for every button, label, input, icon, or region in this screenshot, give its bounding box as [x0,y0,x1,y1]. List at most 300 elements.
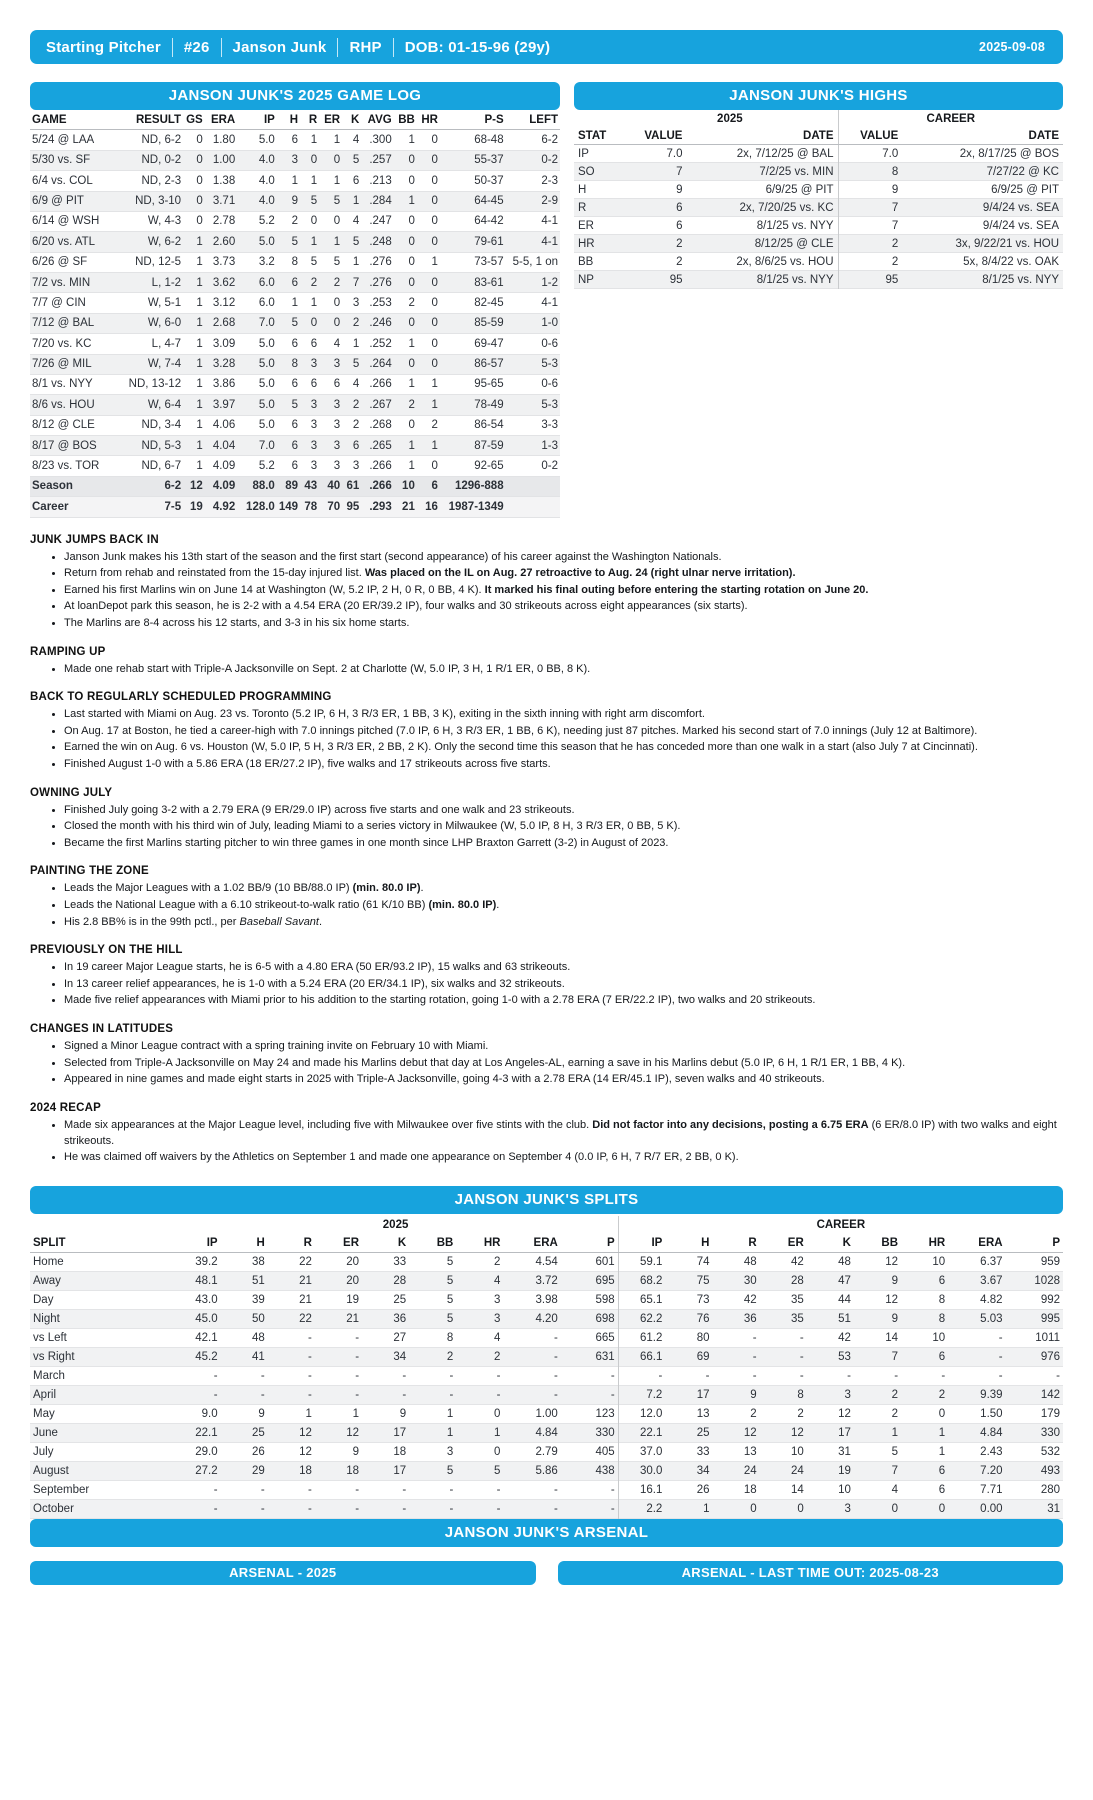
highs-col-2: DATE [686,127,838,145]
table-cell: 33 [696,1445,710,1458]
table-cell: 4.09 [212,459,236,472]
table-cell: 61 [346,480,360,493]
table-cell: 43 [304,480,318,493]
table-cell: - [260,1369,265,1382]
table-cell: - [355,1350,360,1363]
table-cell: - [998,1369,1003,1382]
table-row [30,476,560,496]
table-cell: 0 [408,215,415,228]
table-cell: 5x, 8/4/22 vs. OAK [963,255,1059,268]
table-cell: 1 [291,174,299,187]
table-cell: W, 7-4 [147,358,182,370]
table-cell: 6-2 [541,133,558,146]
table-cell: - [618,1366,665,1385]
table-cell: 6 [291,378,299,391]
top-tables-row [30,82,1063,518]
table-cell: 12 [790,1426,804,1439]
table-row [30,395,560,415]
table-cell: 45.0 [195,1312,218,1325]
table-cell: .253 [369,296,392,309]
table-cell: - [260,1483,265,1496]
table-cell: H [578,183,587,196]
table-cell: .248 [369,235,392,248]
splits-col-6: BB [409,1234,456,1253]
table-cell: .276 [369,276,392,289]
note-bullet: • The Marlins are 8-4 across his 12 starts, and 3-3 in his six home starts. [64,616,1063,632]
table-cell: 7-5 [164,500,182,513]
table-cell: 3 [352,459,360,472]
splits-body [30,1252,1063,1518]
table-row [30,354,560,374]
table-cell: 9 [891,1274,899,1287]
table-cell: 1-0 [541,317,558,330]
table-cell: 330 [595,1426,615,1439]
table-cell: 0 [408,256,415,269]
table-row [30,1461,1063,1480]
table-cell: 30 [743,1274,757,1287]
table-cell: 1296-888 [455,480,504,493]
table-cell: 28 [393,1274,407,1287]
table-cell: 0.00 [980,1502,1003,1515]
note-list [30,1039,1063,1088]
table-cell: 7 [352,276,360,289]
table-cell: 85-59 [474,317,504,330]
table-cell: .266 [369,480,392,493]
table-cell: Career [32,500,69,513]
splits-col-16: HR [901,1234,948,1253]
table-cell: 5 [310,195,318,207]
table-cell: 4.0 [258,154,275,167]
table-cell: - [355,1483,360,1496]
table-cell: March [33,1369,65,1382]
table-cell: 4.84 [980,1426,1003,1439]
splits-panel [30,1186,1063,1519]
note-bullet: • In 19 career Major League starts, he is 6-5 with a 4.80 ERA (50 ER/93.2 IP), 15 walks and 63 strikeouts. [64,960,1063,976]
table-cell: 12 [885,1293,899,1306]
table-cell: 61.2 [618,1328,665,1347]
table-cell: 6 [938,1274,946,1287]
table-cell: W, 6-0 [147,317,182,330]
table-cell: - [553,1483,558,1496]
table-cell: ER [578,219,594,232]
table-cell [506,476,560,496]
table-cell: 6 [938,1350,946,1363]
table-cell: 1 [196,296,203,309]
splits-title: JANSON JUNK'S SPLITS [30,1186,1063,1214]
table-cell: 19 [189,500,203,513]
table-cell: 22.1 [195,1426,218,1439]
table-cell: - [1056,1369,1060,1382]
table-cell: 7.0 [838,145,902,163]
table-cell: ND, 5-3 [141,439,182,452]
table-cell: 4 [891,1483,899,1496]
table-cell: .276 [369,256,392,269]
table-cell: .293 [369,500,392,513]
table-cell: 532 [1040,1445,1060,1458]
note-bullet: • At loanDepot park this season, he is 2-2 with a 4.54 ERA (20 ER/39.2 IP), four walks and 30 strikeouts across eight appearances (six starts). [64,599,1063,615]
table-cell: 3 [310,419,318,432]
table-cell: 43.0 [195,1293,218,1306]
table-cell: 5.0 [258,378,275,391]
table-cell: 28 [790,1274,804,1287]
table-cell: 3 [844,1388,851,1401]
table-row [574,163,1063,181]
splits-col-8: ERA [503,1234,560,1253]
table-cell: 21 [346,1312,360,1325]
table-cell: - [610,1502,615,1515]
table-row [30,1328,1063,1347]
table-cell: 7.2 [618,1385,665,1404]
table-cell: 55-37 [474,154,504,167]
table-cell: 4.92 [212,500,236,513]
splits-header-row [30,1234,1063,1253]
note-list [30,803,1063,852]
table-cell: .284 [369,195,392,207]
table-cell: 5-5, 1 on [512,256,558,269]
note-bullet: • Earned the win on Aug. 6 vs. Houston (W, 5.0 IP, 5 H, 3 R/3 ER, 2 BB, 2 K). Only the second time this season that he has conceded more than one walk in a start (also July 7 at Cincinnati). [64,740,1063,756]
game-log-col-hr: HR [417,110,440,130]
table-cell: 3 [333,459,341,472]
table-cell: 17 [838,1426,851,1439]
table-cell: May [33,1407,55,1420]
table-cell: 1 [431,378,438,391]
table-cell: 39.2 [195,1255,218,1268]
arsenal-panel [30,1519,1063,1585]
table-cell: vs Left [33,1331,67,1344]
splits-group-spacer [30,1216,173,1234]
table-cell: 2 [676,237,683,250]
highs-col-1: VALUE [622,127,686,145]
table-cell: Day [33,1293,54,1306]
table-cell: 1 [196,317,203,330]
table-cell: 0 [196,174,203,187]
note-bullet: • On Aug. 17 at Boston, he tied a career-high with 7.0 innings pitched (7.0 IP, 6 H, 3 R/3 ER, 1 BB, 6 K), needing just 87 pitches. Marked his second start of 7.0 innings (July 12 at Baltimore). [64,724,1063,740]
note-list [30,707,1063,772]
table-cell: 2 [431,419,438,432]
table-cell: 9 [891,1312,899,1325]
table-cell: 1 [408,459,415,472]
splits-col-17: ERA [948,1234,1005,1253]
table-cell: - [402,1502,407,1515]
splits-group-2025: 2025 [382,1218,409,1231]
table-cell: 4 [352,133,360,146]
table-cell: 18 [299,1464,312,1477]
table-cell: 3 [310,358,318,370]
table-cell: - [496,1483,501,1496]
table-cell: 598 [595,1293,615,1306]
table-cell: 87-59 [474,439,504,452]
table-cell: 2-9 [541,195,558,207]
table-cell: 12 [299,1445,312,1458]
table-cell: 6/26 @ SF [32,256,88,269]
highs-table [574,110,1063,289]
table-cell: 8/12 @ CLE [32,419,95,432]
note-bullet: • Return from rehab and reinstated from the 15-day injured list. Was placed on the IL on Aug. 27 retroactive to Aug. 24 (right ulnar nerve irritation). [64,566,1063,582]
table-cell: 18 [393,1445,407,1458]
table-row [574,217,1063,235]
table-cell: .247 [369,215,392,228]
table-cell: 9 [676,183,683,196]
table-cell: 27.2 [195,1464,218,1477]
table-cell: 3.86 [212,378,236,391]
table-cell: 6 [291,439,299,452]
table-cell: 0 [310,154,318,167]
table-cell: 3 [310,439,318,452]
table-row [30,1423,1063,1442]
table-cell: 7/26 @ MIL [32,358,92,370]
table-cell: 5 [291,398,299,411]
table-cell: 0-6 [541,337,558,350]
table-cell: - [355,1388,360,1401]
table-cell: 3 [494,1312,501,1325]
table-cell: - [260,1388,265,1401]
player-role: Starting Pitcher [46,38,161,56]
table-cell: .264 [369,358,392,370]
game-log-col-game: GAME [30,110,123,130]
table-row [30,171,560,191]
table-cell: 6 [291,337,299,350]
table-cell: 0 [938,1502,946,1515]
table-cell: 69-47 [474,337,504,350]
table-cell: - [553,1502,558,1515]
table-cell: 1-3 [541,439,558,452]
table-cell: L, 1-2 [151,276,182,289]
table-cell: - [752,1331,757,1344]
table-cell: 2 [446,1350,454,1363]
table-cell: 1 [431,439,438,452]
table-cell: 6 [431,480,438,493]
table-cell: 8/1/25 vs. NYY [982,273,1059,286]
game-log-col-gs: GS [183,110,205,130]
table-cell: 3 [494,1293,501,1306]
note-bullet: • Selected from Triple-A Jacksonville on May 24 and made his Marlins debut that day at Los Angeles-AL, earning a save in his Marlins debut (5.0 IP, 6 H, 1 R/1 ER, 1 BB, 4 K). [64,1056,1063,1072]
table-cell: - [799,1350,804,1363]
table-cell: 0-6 [541,378,558,391]
splits-group-career: CAREER [618,1216,1063,1234]
table-cell: 1.38 [212,174,236,187]
table-cell: - [941,1369,946,1382]
table-cell: - [355,1369,360,1382]
table-cell: .265 [369,439,392,452]
table-cell: ND, 3-10 [135,195,182,207]
table-row [574,181,1063,199]
note-heading: 2024 RECAP [30,1101,102,1114]
table-cell: 44 [838,1293,851,1306]
game-log-col-p-s: P-S [440,110,506,130]
note-bullet: • Became the first Marlins starting pitcher to win three games in one month since LHP Braxton Garrett (3-2) in August of 2023. [64,836,1063,852]
table-cell: 8 [291,256,299,269]
game-log-col-left: LEFT [506,110,560,130]
table-row [30,273,560,293]
table-cell: 5-3 [541,398,558,411]
table-cell: 2x, 7/20/25 vs. KC [739,201,834,214]
table-row [574,235,1063,253]
note-bullet: • Appeared in nine games and made eight starts in 2025 with Triple-A Jacksonville, going 4-3 with a 2.78 ERA (14 ER/45.1 IP), seven walks and 40 strikeouts. [64,1072,1063,1088]
table-cell: 38 [251,1255,265,1268]
table-cell: 13 [696,1407,710,1420]
table-cell: 0 [333,317,341,330]
table-cell: - [308,1331,312,1344]
table-cell: 0 [196,154,203,167]
splits-col-12: R [712,1234,759,1253]
table-cell: 12 [838,1407,851,1420]
table-cell: 1 [408,337,415,350]
table-cell: 2.78 [212,215,236,228]
table-cell: 5 [446,1255,454,1268]
table-cell: 2 [352,317,360,330]
table-cell: 4.06 [212,419,236,432]
table-row [30,1252,1063,1271]
table-cell: 698 [595,1312,615,1325]
table-cell: 1 [446,1407,454,1420]
table-cell: - [308,1502,312,1515]
table-cell: 695 [595,1274,615,1287]
table-cell: 14 [790,1483,804,1496]
table-cell: 665 [595,1331,615,1344]
table-cell: 976 [1040,1350,1060,1363]
table-cell: - [449,1369,454,1382]
table-cell: SO [578,165,595,178]
table-cell: 1 [938,1445,946,1458]
table-row [30,1366,1063,1385]
table-cell: 959 [1040,1255,1060,1268]
player-header-bar [30,30,1063,64]
table-cell: 5.2 [258,215,275,228]
table-cell: 2x, 8/6/25 vs. HOU [736,255,834,268]
game-log-col-k: K [342,110,361,130]
table-cell: - [799,1369,804,1382]
table-cell: .252 [369,337,392,350]
table-cell: 6-2 [164,480,182,493]
table-cell: 5 [352,235,360,248]
table-cell: 86-54 [474,419,504,432]
table-cell: 4 [333,337,341,350]
table-cell: - [308,1388,312,1401]
splits-col-0: SPLIT [30,1234,173,1253]
table-cell: 75 [696,1274,710,1287]
table-cell: Season [32,480,73,493]
table-cell: 992 [1040,1293,1060,1306]
table-cell: 5 [446,1293,454,1306]
table-cell: 29 [251,1464,265,1477]
table-cell: 12.0 [618,1404,665,1423]
table-cell: - [402,1483,407,1496]
table-cell: 0 [891,1502,899,1515]
table-cell [506,497,560,517]
player-number: #26 [183,38,210,56]
table-cell: .246 [369,317,392,330]
highs-group-career: CAREER [838,110,1063,127]
table-cell: 2 [352,419,360,432]
table-cell: 7 [838,199,902,217]
table-cell: L, 4-7 [151,337,182,350]
table-cell: 2 [291,215,299,228]
table-cell: 0 [333,154,341,167]
table-cell: 48 [743,1255,757,1268]
splits-col-4: ER [315,1234,362,1253]
table-cell: 4.82 [980,1293,1003,1306]
table-cell: August [33,1464,69,1477]
highs-group-header-row [574,110,1063,127]
table-cell: 86-57 [474,358,504,370]
table-cell: 330 [1040,1426,1060,1439]
table-cell: 3x, 9/22/21 vs. HOU [955,237,1059,250]
table-cell: - [402,1369,407,1382]
table-cell: 8/1/25 vs. NYY [756,273,834,286]
table-cell: 59.1 [618,1252,665,1271]
table-cell: 3 [352,296,360,309]
table-cell: 19 [838,1464,851,1477]
game-log-col-ip: IP [237,110,277,130]
table-row [30,497,560,517]
table-row [30,1385,1063,1404]
table-cell: 1028 [1034,1274,1060,1287]
table-cell: 4.0 [258,174,275,187]
table-cell: 92-65 [474,459,504,472]
table-cell: 2 [310,276,318,289]
table-cell: - [355,1502,360,1515]
table-cell: 6 [352,174,360,187]
table-cell: 3.09 [212,337,236,350]
table-cell: 0 [408,358,415,370]
game-log-title: JANSON JUNK'S 2025 GAME LOG [30,82,560,110]
table-cell: 0 [431,459,438,472]
table-cell: 73-57 [474,256,504,269]
table-cell: 8/1 vs. NYY [32,378,93,391]
table-cell: Home [33,1255,64,1268]
table-cell: 7.0 [258,439,275,452]
table-cell: 128.0 [246,500,275,513]
table-cell: 0 [408,235,415,248]
table-cell: 1 [196,358,203,370]
table-cell: 2x, 7/12/25 @ BAL [736,147,834,160]
table-cell: Night [33,1312,60,1325]
table-cell: 25 [251,1426,265,1439]
table-cell: 7/12 @ BAL [32,317,95,330]
table-row [574,199,1063,217]
table-cell: - [705,1369,710,1382]
table-cell: 41 [251,1350,265,1363]
table-cell: 89 [285,480,299,493]
table-cell: 8/1/25 vs. NYY [756,219,834,232]
table-cell: 6 [333,378,341,391]
table-cell: 1 [196,256,203,269]
table-cell: .213 [369,174,392,187]
note-heading: BACK TO REGULARLY SCHEDULED PROGRAMMING [30,691,332,704]
table-cell: 0 [431,296,438,309]
table-cell: 3.28 [212,358,236,370]
table-cell: 6 [291,133,299,146]
note-heading: PREVIOUSLY ON THE HILL [30,944,183,957]
table-cell: 1 [310,296,318,309]
note-heading: OWNING JULY [30,786,113,799]
table-cell: - [610,1388,615,1401]
table-cell: 5.0 [258,419,275,432]
table-cell: 10 [932,1331,946,1344]
table-cell: 9.39 [980,1388,1003,1401]
note-list [30,960,1063,1009]
table-cell: 5 [352,154,360,167]
table-cell: - [449,1483,454,1496]
note-heading: CHANGES IN LATITUDES [30,1023,174,1036]
table-cell: 0 [431,154,438,167]
table-cell: 1 [494,1426,501,1439]
note-bullet: • Finished July going 3-2 with a 2.79 ERA (9 ER/29.0 IP) across five starts and one walk and 23 strikeouts. [64,803,1063,819]
table-cell: 7/20 vs. KC [32,337,92,350]
table-cell: 25 [393,1293,407,1306]
note-bullet: • Last started with Miami on Aug. 23 vs. Toronto (5.2 IP, 6 H, 3 R/3 ER, 1 BB, 3 K), exiting in the sixth inning with right arm discomfort. [64,707,1063,723]
table-cell: 80 [696,1331,710,1344]
